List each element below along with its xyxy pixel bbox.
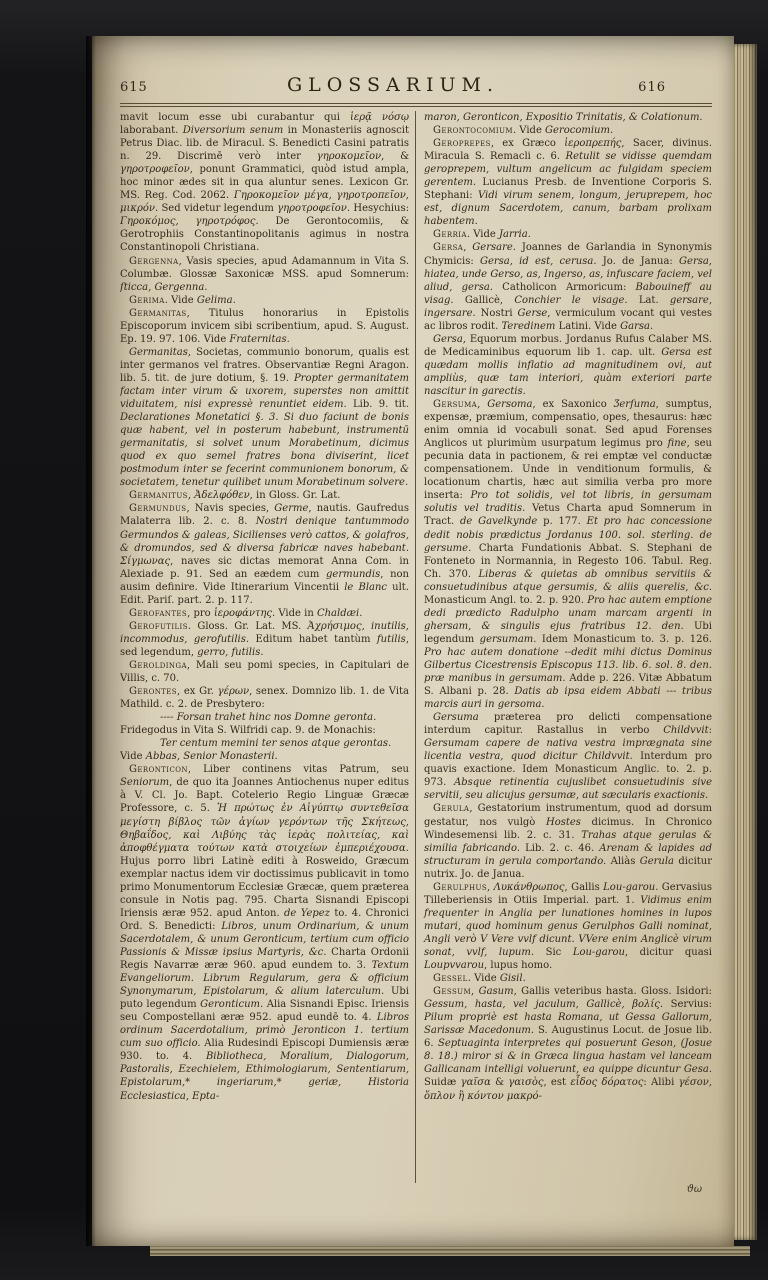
text-run: maron, Geronticon, Expositio Trinitatis, & Colationum. [424,112,703,123]
text-run: germundis [326,568,381,580]
text-run: Gisil [499,973,523,985]
text-run: , Gallis [564,881,604,893]
columns-container [120,111,712,1183]
book-page [92,36,734,1246]
text-run: ſticca, Gergenna. [120,281,208,293]
text-run: γηροτροφεῖον [277,203,347,215]
text-run: , vermiculum vocant qui vestes ac libros rodit. [424,307,712,332]
paragraph [120,346,409,490]
text-run: Charta Ordonii Regis Navarræ æræ 960. apud eundem to. 3. [120,947,409,972]
text-run: , senex. Domnizo lib. 1. de Vita Mathild. c. 2. de Presbytero: [120,686,409,711]
text-run: . Gervasius Tilleberiensis in Otiis Imperial. part. 1. [424,881,712,906]
text-run: . [260,646,264,658]
text-run: Libros, unum Ordinarium, & unum Sacerdotalem, & unum Geronticum, tertium cum officio Passionis & Missæ ipsius Martyris, &c. [120,920,409,958]
text-run: , est [543,1077,571,1089]
paragraph [424,137,712,228]
text-run: , Gestatorium instrumentum, quod ad dorsum gestatur, nos vulgò [424,803,712,828]
text-run: S. Augustinus Locut. de Josue lib. 6. [424,1025,712,1050]
text-run: Abbas, Senior Monasterii [145,751,275,763]
gutter-shadow [86,36,96,1246]
text-run: Vidi virum senem, longum, jeruprepem, hoc est, dignum Sacerdotem, canum, barbam prolixam habentem. [424,190,712,228]
text-run: γέσον, ὅπλον ἢ κόντον μακρό- [424,1077,712,1102]
text-run: gersare, ingersare. [424,294,712,319]
text-run: Fraternitas [229,333,287,345]
text-run: Geroldinga [129,659,187,671]
text-run: γαῖσα [460,1077,491,1089]
text-run: , [361,620,371,632]
text-run: Monasticum Angl. to. 2. p. 920. [424,594,588,606]
text-run: Gessel [433,973,468,985]
text-run: Σίγμωνας [120,555,171,567]
text-run: Pro hac autem emptione dedi prædicto Radulpho unam marcam argenti in ghersam, & singulis ejus fratribus 12. den. [424,594,712,632]
text-run: Γηροκομεῖον μέγα, γηροτροπεῖον, μικρόν. [120,190,409,215]
text-run: Germanitas [129,346,188,358]
text-run: . Vide [512,125,546,137]
text-run: , sumptus, expensæ, præmium, compensatio, opes, thesaurus: hæc enim omnia id vocabuli sonat. Sed apud Forenses Anglicos ut plurimùm usurpatum legimus pro [424,399,712,450]
text-run: Charta Fundationis Abbat. S. Stephani de Fonteneto in Normannia, in Regesto 106. Tabul. Reg. Ch. 370. [424,542,712,580]
text-run: ἱερᾷ νόσῳ [350,112,409,123]
text-run: Gersa est quædam mollis inflatio ad magnitudinem ovi, aut ampliùs, quæ tam interiori, quàm exteriori parte nascitur in garectis. [424,346,712,397]
text-run: Ubi legendum [424,620,712,645]
text-run: Gerofantes [129,607,188,619]
text-run: Gerima [129,294,165,306]
page-stack-edges-right [734,44,757,1240]
paragraph [120,307,409,346]
paragraph [120,763,409,1102]
text-run: Ἡ πρώτως ἐν Αἰγύπτῳ συντεθεῖσα μεγίστη βίβλος τῶν ἁγίων γερόντων τῆς Σκήτεως, Θηβαΐδος, καὶ Λιβύης τὰς ἱερὰς πολιτείας, καὶ ἀποφθέγματα τούτων κατὰ στοιχείων ἐμπεριέχουσα. [120,803,410,854]
text-run: Lib. 9. tit. [346,399,409,411]
text-run: Gersare [472,242,513,254]
text-run: Geronticon [129,764,188,776]
text-run: , [463,242,473,254]
text-run: , pro [187,607,214,619]
text-run: , [477,399,488,411]
text-run: Gessum, hasta, vel jaculum, Gallicè, [424,999,633,1011]
text-run: , Mali seu pomi species, in Capitulari de Villis, c. 70. [120,659,409,685]
paragraph [120,294,409,307]
text-run: Lou-garou [603,881,656,893]
text-run: Textum Evangeliorum. Librum Regularum, gera & officium Synonymarum, Epistolarum, & alium laterculum. [120,960,409,998]
text-run: , nautis. Gaufredus Malaterra lib. 2. c. 8. [120,503,409,528]
paragraph [120,685,409,711]
text-run: Trahas atque gerulas & similia fabricando. [424,829,712,854]
text-run: de Gavelkynde [460,516,538,528]
text-run: , Societas, communio bonorum, qualis est inter germanos vel fratres. Observantiæ Regni Aragon. lib. 5. tit. de jure dotium, §. 19. [120,346,409,384]
text-run: Septuaginta interpretes qui posuerunt Geson, (Josue 8. 18.) miror si & in Græca lingua hastam vel lanceam Gallicanam intelligi voluerunt, ea quippe dicuntur Gesa. [424,1038,712,1076]
text-run: Propter germanitatem factam inter virum & uxorem, superstes non amittit viduitatem, nisi expressè renuntiet eidem. [120,372,409,411]
text-run: . [359,607,363,619]
text-run: Garsa [620,320,650,332]
text-run: γαισὸς [508,1077,544,1089]
paragraph [120,724,409,737]
text-run: ult. Edit. Pariſ. part. 2. p. 117. [120,581,410,606]
text-run: Gerula [639,855,674,867]
text-run: dicimus. In Chronico Windesemensi lib. 2. c. 31. [424,816,712,841]
text-run: Ἀχρήσιμος [307,620,362,632]
text-run: Germe [274,503,309,515]
text-run: Gersuma [433,399,478,411]
paragraph [120,659,409,685]
paragraph [120,607,409,620]
text-run: : [708,725,712,737]
paragraph [424,398,712,711]
text-run: Chaldæi [316,607,360,619]
text-run: Gersuma [433,712,479,724]
text-run: Lou-garou [572,947,625,958]
text-run: Gerontocomium [433,125,513,137]
text-run: Lib. 2. c. 46. [519,842,600,854]
text-run: Geronticum [200,999,260,1011]
text-run: Catholicon Armoricum: [492,281,636,293]
text-run: Gerocomium [545,125,610,137]
text-run: Vide [120,751,146,763]
text-run: Latini. Vide [555,320,621,332]
paragraph [424,228,712,241]
paragraph [120,489,409,502]
text-run: in Monasteriis agnoscit Petrus Diac. lib. de Miracul. S. Benedicti Casini patratis n. 29. Discrimē verò inter [120,125,409,163]
text-run: Gersumam capere de nativa vestra imprægnata sine licentia vestra, quod dicitur Childvvit. [424,738,712,763]
paragraph [424,333,712,398]
text-run: , ex Gr. [177,686,218,698]
verse-line [120,737,409,750]
text-run: Pilum propriè est hasta Romana, ut Gessa Gallorum, Sarissæ Macedonum. [424,1012,712,1037]
text-run: & [490,1077,509,1089]
paragraph [424,985,712,1102]
text-run: , & [381,151,410,163]
text-run: Pro tot solidis, vel tot libris, in gersumam solutis vel traditis. [424,490,712,515]
right-column [415,111,712,1183]
text-run: : Alibi [643,1077,679,1089]
text-run: Gerofutilis [129,620,188,632]
text-run: Gessum [433,986,472,998]
text-run: Vetus Charta apud Somnerum in Tract. [424,503,712,528]
page-number-left: 615 [120,80,148,95]
paragraph [424,111,712,124]
text-run: Gersa [433,333,463,345]
text-run: Lucianus Presb. de Inventione Corporis S. Stephani: [424,177,712,202]
text-run: , naves sic dictas memorat Anna Com. in Alexiade p. 91. Sed an eædem cum [120,555,409,580]
text-run: Nostri [475,307,518,319]
text-run: fine [667,438,687,450]
text-run: εἶδος δόρατος [570,1077,644,1089]
text-run: , Sacer, divinus. Miracula S. Remacli c. 6. [424,138,712,163]
text-run: Arenam & lapides ad structuram in gerula comportando. [424,842,712,867]
text-run: βολίς [632,999,660,1011]
text-run: Gersa, id est, cerusa. [479,255,597,267]
text-run: Gerse [517,307,548,319]
text-run: , Liber continens vitas Patrum, seu [187,764,409,776]
text-run: Hujus porro libri Latinè editi à Rosweido, Græcum exemplar nactus idem vir doctissimus publicavit in tomo primo Monumentorum Ecclesiæ Græcæ, quem præterea consule in Notis pag. 795. Charta Sisnandi Episcopi Iriensis æræ 952. apud Anton. [120,855,409,919]
text-run: Hostes [545,816,581,828]
text-run: . [232,294,236,306]
paragraph [120,255,409,294]
text-run: Jarria [498,229,528,241]
text-run: Diversorium senum [182,125,284,137]
text-run: , Titulus honorarius in Epistolis Episcoporum invicem sibi scribentium, apud. S. August. Ep. 19. 97. 106. Vide [120,307,409,345]
text-run: γηροτροφεῖον [120,164,190,176]
text-run: . [522,973,526,985]
text-run: . [649,320,654,332]
text-run: γηροκομεῖον [316,151,382,163]
paragraph [120,502,409,606]
paragraph [424,241,712,332]
text-run: . De Gerontocomiis, & Gerotrophiis Constantinopolitanis agimus in nostra Constantinopoli Christiana. [120,216,409,254]
text-run: Gasum [478,986,514,998]
text-run: gerro, futilis [197,646,261,658]
text-run: Loupvvarou [424,960,485,972]
text-run: Interdum pro quavis exactione. Idem Monasticum Anglic. to. 2. p. 973. [424,751,712,789]
text-run: Gallicè, [453,294,515,306]
text-run: Gerria [433,229,467,241]
text-run: Editum habet tantùm [249,633,377,645]
paragraph [424,802,712,880]
text-run: Absque retinentia cujuslibet consuetudinis sive servitii, seu alicujus gersumæ, aut sæcularis exactionis. [424,777,712,802]
text-run: , [187,490,195,502]
text-run: p. 177. [537,516,587,528]
text-run: . [527,229,531,241]
text-run: Conchier le visage. [514,294,628,306]
text-run: , dicitur quasi [624,947,712,958]
text-run: Nostri denique tantummodo Germundos & galeas, Sicilienses verò cattos, & golafros, & dromundos, sed & diversa fabricæ naves habebant. [120,516,409,554]
text-run: , [471,986,479,998]
paragraph [424,972,712,985]
text-run: præterea pro delicti compensatione interdum capitur. Rastallus in verbo [424,712,712,737]
text-run: . Joannes de Garlandia in Synonymis Chymicis: [424,242,712,267]
text-run: Gersa [433,242,464,254]
text-run: gersumam [479,633,534,645]
text-run: , Equorum morbus. Jordanus Rufus Calaber MS. de Medicaminibus equorum lib 1. cap. ult. [424,333,712,358]
text-run: . [609,125,614,137]
text-run: Seniorum [120,777,170,789]
text-block [120,74,712,1195]
text-run: Lat. [627,294,670,306]
text-run: . [286,333,290,345]
text-run: Et pro hac concessione dedit nobis prædictus Jordanus 100. sol. sterling. de gersume. [424,516,712,554]
text-run: . Vide [467,973,500,985]
paragraph [424,881,712,972]
text-run: . Hesychius: [346,203,409,215]
text-run: , ponunt Grammatici, quòd istud ampla, hoc minor ædes sit in qua aluntur senes. Lexicon Gr. MS. Reg. Cod. 2062. [120,164,409,202]
text-run: . Vide [466,229,499,241]
text-run: , seu pecunia data in pactionem, & rei emptæ vel conductæ compensationem. Unde in venditionum formulis, & locationum chartis, hæc aut similia verba pro more inserta: [424,438,712,502]
signature-mark: ϑω [686,1184,702,1195]
text-run: . Vide [164,294,197,306]
text-run: . Gloss. Gr. Lat. MS. [187,620,308,632]
text-run: de Yepez [284,907,330,919]
text-run: Retulit se vidisse quemdam geroprepem, vultum angelicum ac fulgidam speciem gerentem. [424,151,712,189]
text-run: Geroprepes [433,138,491,150]
text-run: Gerula [433,803,470,815]
text-run: Germanitas [129,307,187,319]
text-run: Ἀδελφόθεν [194,490,250,502]
text-run: Alia Rudesindi Episcopi Dumiensis æræ 930. to. 4. [120,1038,409,1063]
text-run: Declarationes Monetatici §. 3. Si duo faciunt de bonis quæ habent, vel in posterum habebunt, instrumentū germanitatis, si solvet unum Morabetinum, dicimus quod ex quo semel fratres bona diviserint, licet postmodum inter se fecerint communionem bonorum, & societatem, tenetur quilibet unum Morabetinum solvere. [120,412,409,489]
text-run: . Vide in [272,607,317,619]
page-header [120,74,712,100]
text-run: Adde p. 226. Vitæ Abbatum S. Albani p. 28. [424,673,712,698]
text-run: , Vasis species, apud Adamannum in Vita S. Columbæ. Glossæ Saxonicæ MSS. apud Somnerum: [120,255,409,280]
text-run: Jo. de Janua: [596,255,680,267]
text-run: Gersoma [487,399,533,411]
text-run: Sic [534,947,573,958]
text-run: Bibliotheca, Moralium, Dialogorum, Pastoralis, Ezechielem, Ethimologiarum, Sententiarum, Epistolarum,* ingeriarum,* geriæ, Historia Ecclesiastica, Epta- [120,1051,410,1102]
text-run: Ʒerſuma [613,399,656,411]
text-run: Fridegodus in Vita S. Wilfridi cap. 9. de Monachis: [120,725,376,737]
paragraph [424,124,712,137]
text-run: dicitur nutrix. Jo. de Janua. [424,855,712,880]
text-run: Liberas & quietas ab omnibus servitiis & consuetudinibus atque gersumis, & aliis querelis, &c. [424,568,712,593]
text-run: Ter centum memini ter senos atque gerontas. [160,738,392,750]
text-run: , de quo ita Joannes Antiochenus nuper editus à V. Cl. Jo. Bapt. Cotelerio Regio Linguæ Græcæ Professore, c. 5. [120,777,409,815]
text-run: Vidimus enim frequenter in Anglia per lunationes homines in lupos mutari, quod hominum genus Gerulphos Galli nominat, Angli verò V Vere vvlf dicunt. VVere enim Anglicè virum sonat, vvlf, lupum. [424,894,712,958]
text-run: . Servius: [659,999,712,1011]
text-run: . Alia Sisnandi Episc. Iriensis seu Compostellani æræ 952. apud eundē to. 4. [120,999,409,1024]
text-run: Pro hac autem donatione --dedit mihi dictus Dominus Gilbertus Cicestrensis Episcopus 113. lib. 6. sol. 8. den. præ manibus in gersumam. [424,646,712,685]
text-run: Datis ab ipsa eidem Abbati --- tribus marcis auri in gersoma. [424,686,712,711]
text-run: to. 4. Chronici Ord. S. Benedicti: [120,907,409,932]
text-run: Germundus [129,503,187,515]
text-run: , Gallis veteribus hasta. Gloss. Isidori: [513,986,712,998]
text-run: Aliàs [606,855,640,867]
left-column [120,111,415,1183]
text-run: ἱεροπρεπής [564,138,622,150]
text-run: , ex Saxonico [532,399,614,411]
text-run: Γηροκόμος, γηροτρόφος [120,216,256,228]
text-run: , sed legendum, [120,633,409,658]
running-title: GLOSSARIUM. [286,74,500,96]
paragraph [120,750,409,763]
text-run: Teredinem [501,320,556,332]
text-run: Sed videtur legendum [158,203,278,215]
text-run: inutilis, incommodus, gerofutilis. [120,620,409,645]
text-run: γέρων [217,686,250,698]
text-run: Libros ordinum Sacerdotalium, primò Jeronticon 1. tertium cum suo officio. [120,1012,409,1050]
page-stack-edges-bottom [150,1246,750,1256]
text-run: ---- Forsan trahet hinc nos Domne geronta. [160,712,377,724]
text-run: , ex Græco [490,138,565,150]
text-run: mavit locum esse ubi curabantur qui [120,112,350,123]
text-run: , in Gloss. Gr. Lat. [249,490,341,502]
text-run: Gerulphus [433,881,488,893]
text-run: Germanitus [129,490,188,502]
header-rule [120,103,712,107]
text-run: Gersa, hiatea, unde Gerso, as, Ingerso, as, infuscare faciem, vel aliud, gersa. [424,255,712,293]
text-run: Ubi puto legendum [120,986,409,1011]
page-number-right: 616 [638,80,666,95]
paragraph [424,711,712,802]
text-run: Childvvit [663,725,709,737]
text-run: , Navis species, [186,503,275,515]
text-run: , non ausim definire. Vide Itinerarium Vincentii [120,568,409,593]
text-run: Babouineff au visag. [424,281,712,306]
text-run: futilis [376,633,406,645]
text-run: . Idem Monasticum to. 3. p. 126. [533,633,712,645]
text-run: Gelima [196,294,233,306]
paragraph [120,620,409,659]
paragraph [120,111,409,255]
text-run: Gergenna [129,255,179,267]
text-run: , lupus homo. [484,960,553,972]
text-run: Suidæ [424,1077,461,1089]
text-run: , [487,881,494,893]
text-run: ἱεροφάντης [213,607,273,619]
text-run: Λυκάνθρωπος [493,881,565,893]
text-run: . [274,751,278,763]
text-run: laborabant. [120,125,183,137]
text-run: Gerontes [129,686,178,698]
verse-line [120,711,409,724]
text-run: le Blanc [344,581,388,593]
